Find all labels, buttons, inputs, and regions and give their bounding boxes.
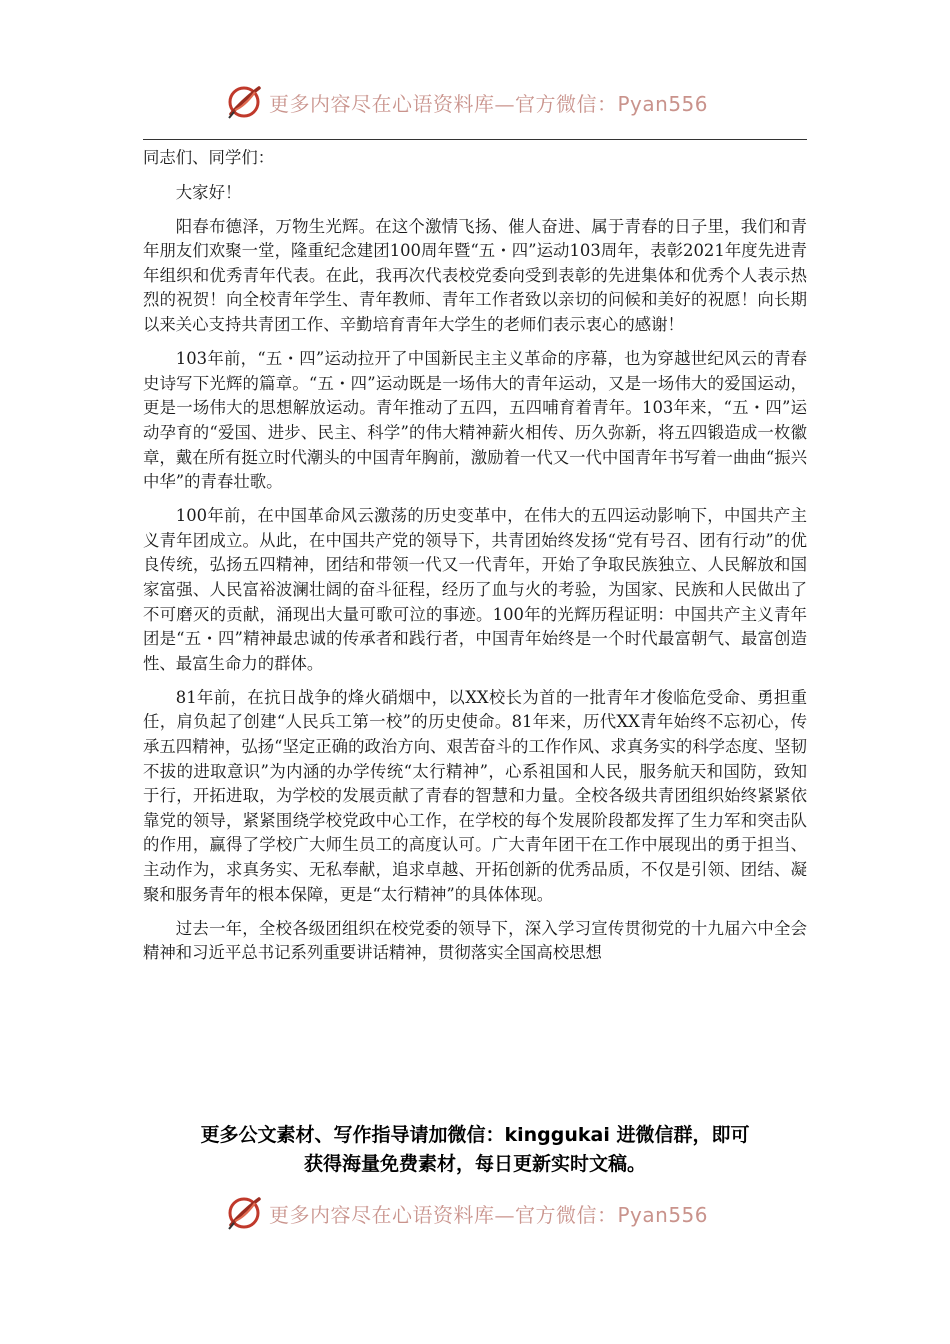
document-body: [143, 146, 807, 975]
footer-watermark-banner: [225, 1193, 725, 1233]
footer-banner-text: 更多内容尽在心语资料库—官方微信：Pyan556: [269, 1202, 709, 1227]
header-divider: [143, 139, 807, 140]
greeting: 大家好！: [175, 182, 242, 202]
paragraph-4: 81年前，在抗日战争的烽火硝烟中，以XX校长为首的一批青年才俊临危受命、勇担重任，肩负起了创建“人民兵工第一校”的历史使命。81年来，历代XX青年始终不忘初心，传承五四精神，弘扬“坚定正确的政治方向、艰苦奋斗的工作作风、求真务实的科学态度、坚韧不拔的进取意识”为内涵的办学传统“太行精神”，心系祖国和人民，服务航天和国防，致知于行，开拓进取，为学校的发展贡献了青春的智慧和力量。全校各级共青团组织始终紧紧依靠党的领导，紧紧围绕学校党政中心工作，在学校的每个发展阶段都发挥了生力军和突击队的作用，赢得了学校广大师生员工的高度认可。广大青年团干在工作中展现出的勇于担当、主动作为，求真务实、无私奉献，追求卓越、开拓创新的优秀品质，不仅是引领、团结、凝聚和服务青年的根本保障，更是“太行精神”的具体体现。: [143, 687, 808, 904]
pen-ribbon-logo-icon: [225, 1193, 265, 1233]
promo-line-1: 更多公文素材、写作指导请加微信：kinggukai 进微信群，即可: [200, 1124, 750, 1146]
pen-ribbon-logo-icon: [225, 82, 265, 122]
salutation: 同志们、同学们：: [143, 148, 275, 167]
promo-line-2: 获得海量免费素材，每日更新实时文稿。: [303, 1153, 646, 1175]
header-watermark-banner: [225, 82, 725, 122]
header-banner-text: 更多内容尽在心语资料库—官方微信：Pyan556: [269, 91, 709, 116]
paragraph-1: 阳春布德泽，万物生光辉。在这个激情飞扬、催人奋进、属于青春的日子里，我们和青年朋友们欢聚一堂，隆重纪念建团100周年暨“五・四”运动103周年，表彰2021年度先进青年组织和优秀青年代表。在此，我再次代表校党委向受到表彰的先进集体和优秀个人表示热烈的祝贺！向全校青年学生、青年教师、青年工作者致以亲切的问候和美好的祝愿！向长期以来关心支持共青团工作、辛勤培育青年大学生的老师们表示衷心的感谢！: [143, 216, 807, 335]
header-wechat-id: Pyan556: [617, 91, 709, 116]
footer-wechat-id: Pyan556: [617, 1202, 709, 1227]
paragraph-5: 过去一年，全校各级团组织在校党委的领导下，深入学习宣传贯彻党的十九届六中全会精神和习近平总书记系列重要讲话精神，贯彻落实全国高校思想: [143, 918, 807, 963]
paragraph-2: 103年前，“五・四”运动拉开了中国新民主主义革命的序幕，也为穿越世纪风云的青春史诗写下光辉的篇章。“五・四”运动既是一场伟大的青年运动，又是一场伟大的爱国运动，更是一场伟大的思想解放运动。青年推动了五四，五四哺育着青年。103年来，“五・四”运动孕育的“爱国、进步、民主、科学”的伟大精神薪火相传、历久弥新，将五四锻造成一枚徽章，戴在所有挺立时代潮头的中国青年胸前，激励着一代又一代中国青年书写着一曲曲“振兴中华”的青春壮歌。: [143, 349, 808, 492]
promo-notice: [130, 1121, 820, 1179]
paragraph-3: 100年前，在中国革命风云激荡的历史变革中，在伟大的五四运动影响下，中国共产主义青年团成立。从此，在中国共产党的领导下，共青团始终发扬“党有号召、团有行动”的优良传统，弘扬五四精神，团结和带领一代又一代青年，开始了争取民族独立、人民解放和国家富强、人民富裕波澜壮阔的奋斗征程，经历了血与火的考验，为国家、民族和人民做出了不可磨灭的贡献，涌现出大量可歌可泣的事迹。100年的光辉历程证明：中国共产主义青年团是“五・四”精神最忠诚的传承者和践行者，中国青年始终是一个时代最富朝气、最富创造性、最富生命力的群体。: [143, 506, 807, 673]
